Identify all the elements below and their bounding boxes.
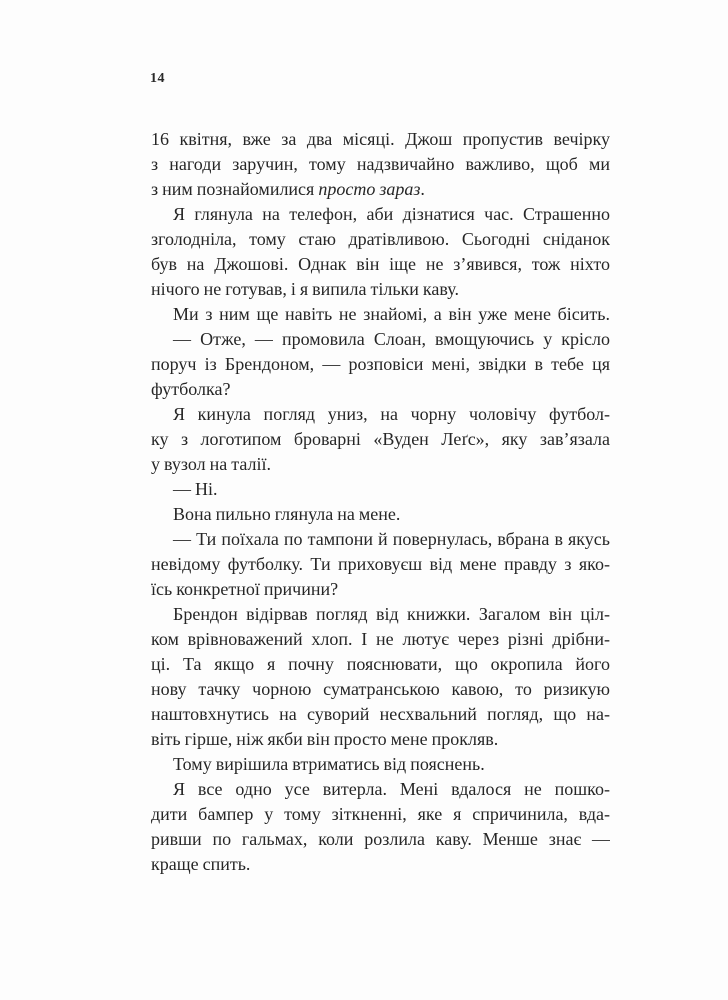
text-line: нову тачку чорною суматранською кавою, то ризикую	[151, 679, 610, 699]
page-number: 14	[150, 71, 165, 86]
text-line: Я все одно усе витерла. Мені вдалося не пошко-	[173, 779, 610, 799]
text-line: невідому футболку. Ти приховуєш від мене правду з яко-	[151, 554, 610, 574]
page-text-block	[151, 127, 610, 877]
text-line: Я кинула погляд униз, на чорну чоловічу футбол-	[173, 404, 610, 424]
text-line	[151, 177, 610, 202]
text-line: Вона пильно глянула на мене.	[173, 504, 401, 524]
text-line: дити бампер у тому зіткненні, яке я спричинила, вда-	[151, 804, 610, 824]
text-line: футболка?	[151, 379, 231, 399]
text-line: ривши по гальмах, коли розлила каву. Менше знає —	[151, 829, 610, 849]
text-line: ку з логотипом броварні «Вуден Леґс», яку зав’язала	[151, 429, 610, 449]
text-line: Я глянула на телефон, аби дізнатися час. Страшенно	[173, 204, 610, 224]
text-line: — Ні.	[173, 479, 218, 499]
text-line: Ми з ним ще навіть не знайомі, а він уже мене бісить.	[173, 304, 610, 324]
text-line: зголодніла, тому стаю дратівливою. Сьогодні сніданок	[151, 229, 610, 249]
text-segment: з ним познайомилися	[151, 179, 319, 199]
text-line: поруч із Брендоном, — розповіси мені, звідки в тебе ця	[151, 354, 610, 374]
text-line: краще спить.	[151, 854, 251, 874]
text-line: наштовхнутись на суворий несхвальний погляд, що на-	[151, 704, 610, 724]
text-line: ком врівноважений хлоп. І не лютує через різні дрібни-	[151, 629, 610, 649]
text-line: — Отже, — промовила Слоан, вмощуючись у крісло	[173, 329, 610, 349]
text-segment: .	[420, 179, 425, 199]
text-line: — Ти поїхала по тампони й повернулась, вбрана в якусь	[173, 529, 610, 549]
text-line: ці. Та якщо я почну пояснювати, що окропила його	[151, 654, 610, 674]
text-line: з нагоди заручин, тому надзвичайно важливо, щоб ми	[151, 154, 610, 174]
text-line: їсь конкретної причини?	[151, 579, 339, 599]
text-line: віть гірше, ніж якби він просто мене прокляв.	[151, 729, 499, 749]
text-line: у вузол на талії.	[151, 454, 271, 474]
text-line: 16 квітня, вже за два місяці. Джош пропустив вечірку	[151, 129, 610, 149]
text-line: був на Джошові. Однак він іще не з’явився, тож ніхто	[151, 254, 610, 274]
italic-text-segment: просто зараз	[318, 179, 421, 199]
text-line: нічого не готував, і я випила тільки каву.	[151, 279, 459, 299]
text-line: Брендон відірвав погляд від книжки. Загалом він ціл-	[173, 604, 610, 624]
text-line: Тому вирішила втриматись від пояснень.	[173, 754, 485, 774]
